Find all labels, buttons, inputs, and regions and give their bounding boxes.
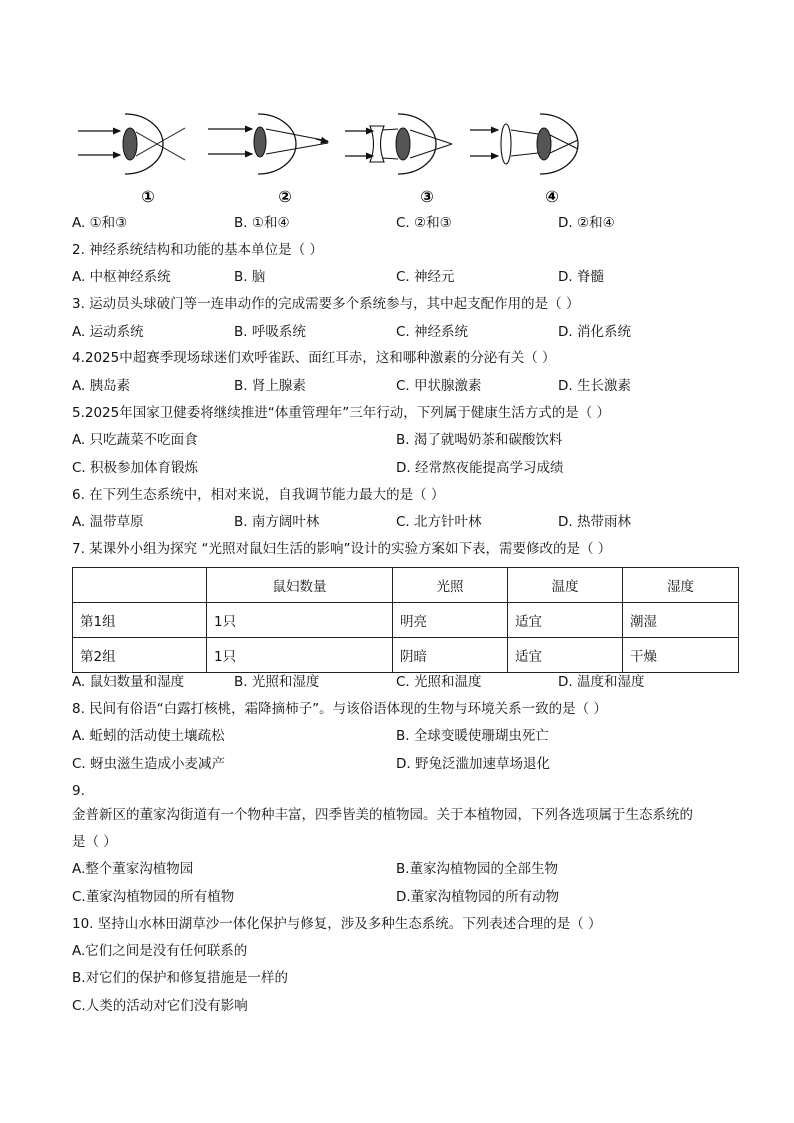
q5-option-c: C. 积极参加体育锻炼 (72, 460, 199, 476)
eye-label-3: ③ (420, 187, 434, 206)
q1-option-d: D. ②和④ (558, 215, 615, 231)
experiment-table (72, 567, 739, 673)
q10-option-b: B.对它们的保护和修复措施是一样的 (72, 970, 289, 986)
q5-option-a: A. 只吃蔬菜不吃面食 (72, 432, 198, 448)
eye-label-2: ② (278, 187, 292, 206)
q7-option-a: A. 鼠妇数量和湿度 (72, 674, 185, 690)
table-header-cell (73, 568, 207, 603)
table-cell: 适宜 (508, 638, 623, 673)
eye-diagram-2 (208, 114, 328, 174)
table-header-cell: 光照 (393, 568, 508, 603)
q6-option-a: A. 温带草原 (72, 514, 144, 530)
q5-option-d: D. 经常熬夜能提高学习成绩 (396, 460, 564, 476)
q8-option-c: C. 蚜虫滋生造成小麦减产 (72, 756, 226, 772)
table-cell: 阴暗 (393, 638, 508, 673)
q4-option-d: D. 生长激素 (558, 378, 631, 394)
eye-diagram-4 (470, 114, 578, 174)
table-cell: 1只 (207, 603, 393, 638)
q4-option-b: B. 肾上腺素 (234, 378, 306, 394)
table-cell: 潮湿 (623, 603, 739, 638)
q9-stem-line2: 是（ ） (72, 834, 117, 850)
table-row (73, 638, 739, 673)
eye-label-1: ① (141, 187, 155, 206)
q10-stem: 10. 坚持山水林田湖草沙一体化保护与修复，涉及多种生态系统。下列表述合理的是（ ） (72, 916, 602, 932)
q2-option-d: D. 脊髓 (558, 269, 604, 285)
q2-option-c: C. 神经元 (396, 269, 455, 285)
q4-stem: 4.2025中超赛季现场球迷们欢呼雀跃、面红耳赤，这和哪种激素的分泌有关（ ） (72, 350, 556, 366)
q4-option-a: A. 胰岛素 (72, 378, 131, 394)
table-header-cell: 湿度 (623, 568, 739, 603)
q3-option-c: C. 神经系统 (396, 324, 469, 340)
q8-stem: 8. 民间有俗语“白露打核桃，霜降摘柿子”。与该俗语体现的生物与环境关系一致的是（ ） (72, 701, 607, 717)
q8-option-d: D. 野兔泛滥加速草场退化 (396, 756, 550, 772)
q1-option-a: A. ①和③ (72, 215, 128, 231)
table-cell: 干燥 (623, 638, 739, 673)
q2-stem: 2. 神经系统结构和功能的基本单位是（ ） (72, 242, 323, 258)
q6-option-b: B. 南方阔叶林 (234, 514, 320, 530)
eye-diagram-3 (345, 114, 452, 174)
q9-number: 9. (72, 783, 85, 799)
q1-option-b: B. ①和④ (234, 215, 290, 231)
q9-option-a: A.整个董家沟植物园 (72, 861, 194, 877)
table-header-cell: 鼠妇数量 (207, 568, 393, 603)
q8-option-b: B. 全球变暖使珊瑚虫死亡 (396, 728, 549, 744)
q3-option-b: B. 呼吸系统 (234, 324, 306, 340)
q3-option-d: D. 消化系统 (558, 324, 631, 340)
q10-option-a: A.它们之间是没有任何联系的 (72, 943, 248, 959)
eye-diagrams-figure (70, 98, 600, 208)
q6-stem: 6. 在下列生态系统中，相对来说，自我调节能力最大的是（ ） (72, 487, 445, 503)
table-cell: 1只 (207, 638, 393, 673)
q7-stem: 7. 某课外小组为探究 “光照对鼠妇生活的影响”设计的实验方案如下表，需要修改的是（ ） (72, 541, 612, 557)
q7-option-d: D. 温度和湿度 (558, 674, 645, 690)
q9-option-c: C.董家沟植物园的所有植物 (72, 889, 235, 905)
q6-option-c: C. 北方针叶林 (396, 514, 482, 530)
q3-stem: 3. 运动员头球破门等一连串动作的完成需要多个系统参与，其中起支配作用的是（ ） (72, 296, 580, 312)
q2-option-b: B. 脑 (234, 269, 266, 285)
q3-option-a: A. 运动系统 (72, 324, 144, 340)
q4-option-c: C. 甲状腺激素 (396, 378, 482, 394)
table-header-cell: 温度 (508, 568, 623, 603)
eye-label-4: ④ (545, 187, 559, 206)
q9-stem-line1: 金普新区的董家沟街道有一个物种丰富，四季皆美的植物园。关于本植物园，下列各选项属于生态系统的 (72, 807, 693, 823)
q6-option-d: D. 热带雨林 (558, 514, 631, 530)
q9-option-b: B.董家沟植物园的全部生物 (396, 861, 559, 877)
table-cell: 第2组 (73, 638, 207, 673)
eye-diagrams-svg (70, 98, 600, 208)
q7-option-b: B. 光照和湿度 (234, 674, 320, 690)
q1-option-c: C. ②和③ (396, 215, 452, 231)
q10-option-c: C.人类的活动对它们没有影响 (72, 998, 248, 1014)
table-cell: 第1组 (73, 603, 207, 638)
table-row (73, 603, 739, 638)
table-cell: 适宜 (508, 603, 623, 638)
table-header-row (73, 568, 739, 603)
q8-option-a: A. 蚯蚓的活动使土壤疏松 (72, 728, 225, 744)
q5-stem: 5.2025年国家卫健委将继续推进“体重管理年”三年行动，下列属于健康生活方式的是（ ） (72, 405, 611, 421)
q9-option-d: D.董家沟植物园的所有动物 (396, 889, 560, 905)
eye-diagram-1 (78, 114, 185, 174)
table-cell: 明亮 (393, 603, 508, 638)
q5-option-b: B. 渴了就喝奶茶和碳酸饮料 (396, 432, 563, 448)
q2-option-a: A. 中枢神经系统 (72, 269, 171, 285)
q7-option-c: C. 光照和温度 (396, 674, 482, 690)
